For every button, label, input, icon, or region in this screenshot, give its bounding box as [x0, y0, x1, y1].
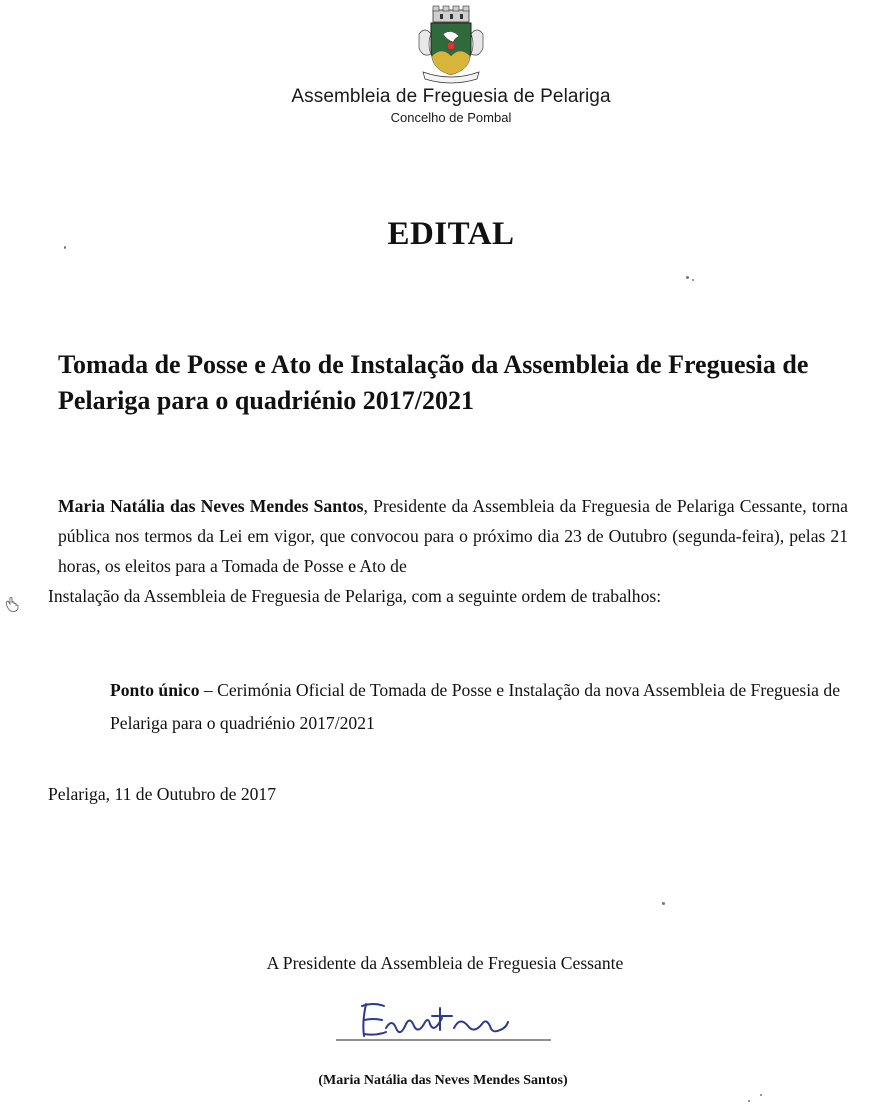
agenda-text: – Cerimónia Oficial de Tomada de Posse e Instalação da nova Assembleia de Freguesia de Pelariga para o quadriénio 2017/2021 — [110, 680, 841, 733]
president-name: Maria Natália das Neves Mendes Santos — [58, 496, 364, 516]
scan-speck — [662, 902, 665, 905]
scan-speck — [686, 276, 689, 279]
signatory-name: (Maria Natália das Neves Mendes Santos) — [318, 1073, 568, 1088]
scan-speck — [64, 246, 66, 249]
date-line: Pelariga, 11 de Outubro de 2017 — [48, 784, 277, 804]
agenda-item — [110, 674, 840, 740]
scan-speck — [760, 1094, 762, 1096]
org-name: Assembleia de Freguesia de Pelariga — [291, 86, 611, 107]
agenda-label: Ponto único — [110, 680, 200, 700]
hand-cursor-icon — [4, 596, 22, 612]
handwritten-signature — [336, 994, 556, 1054]
body-text-part1: , Presidente da Assembleia da Freguesia de Pelariga Cessante, torna pública nos termos da Lei em vigor, que convocou para o próximo dia 23 de Outubro (segunda-feira), pelas 21 horas, os eleitos para a Tomada de Posse e Ato de — [58, 496, 848, 576]
document-title: EDITAL — [387, 216, 515, 252]
org-subtitle: Concelho de Pombal — [390, 110, 512, 125]
scan-speck — [748, 1100, 750, 1102]
document-subject: Tomada de Posse e Ato de Instalação da Assembleia de Freguesia de Pelariga para o quadriénio 2017/2021 — [58, 350, 809, 415]
body-paragraph — [48, 491, 848, 611]
signatory-role: A Presidente da Assembleia de Freguesia Cessante — [266, 953, 624, 973]
scan-speck — [692, 279, 694, 281]
body-text-part2: Instalação da Assembleia de Freguesia de Pelariga, com a seguinte ordem de trabalhos: — [48, 586, 662, 606]
crest-logo — [413, 4, 489, 86]
